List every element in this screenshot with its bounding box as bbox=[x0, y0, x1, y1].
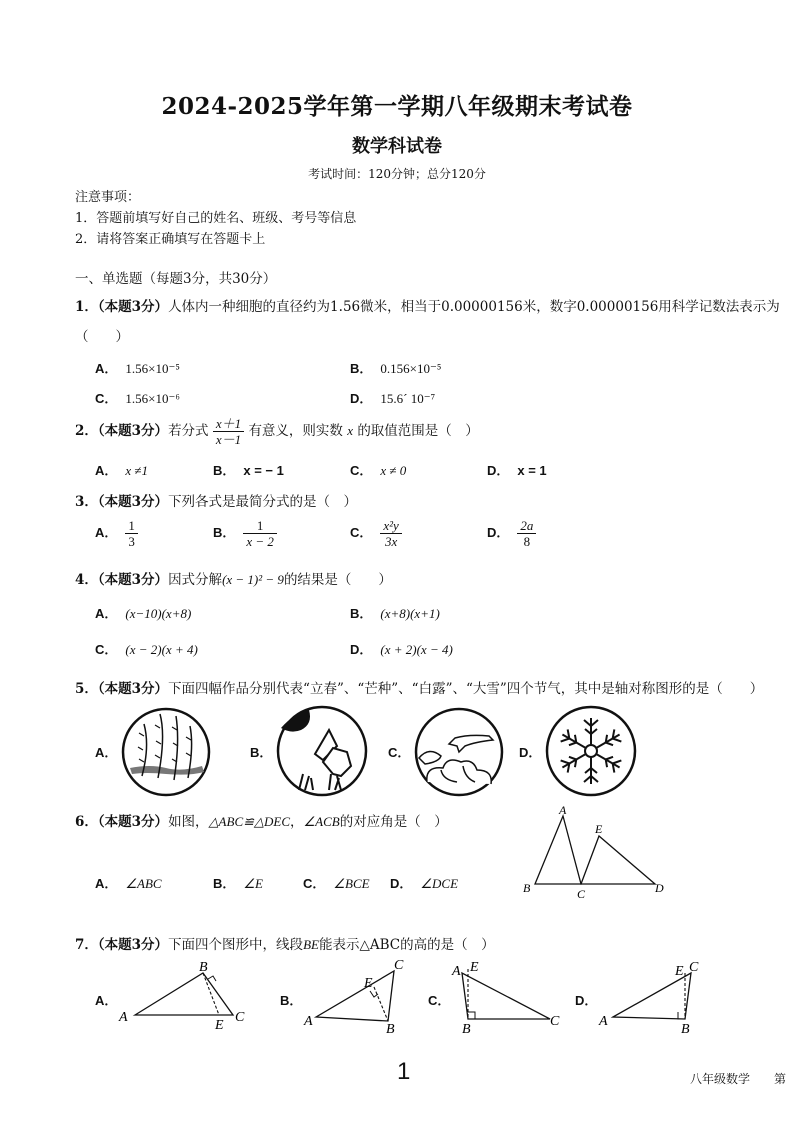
option-label: B． bbox=[350, 606, 373, 621]
point-label: A bbox=[559, 803, 567, 817]
option-b bbox=[350, 603, 440, 622]
segment: BE bbox=[303, 937, 319, 952]
section-heading: 一、单选题（每题3分，共30分） bbox=[75, 271, 277, 287]
question-number: 3． bbox=[75, 494, 98, 510]
question-2 bbox=[75, 416, 479, 447]
option-label: C． bbox=[350, 463, 373, 478]
question-number: 6． bbox=[75, 814, 98, 830]
option-a bbox=[95, 518, 138, 549]
option-label: D． bbox=[487, 463, 510, 478]
exam-info: 考试时间：120分钟；总分120分 bbox=[308, 167, 486, 181]
point-label: A bbox=[452, 964, 461, 979]
option-label: A． bbox=[95, 745, 118, 760]
point-label: A bbox=[599, 1014, 608, 1029]
option-label: C． bbox=[388, 745, 411, 760]
option-a bbox=[95, 358, 180, 377]
option-label: A． bbox=[95, 993, 118, 1008]
option-label: D． bbox=[487, 525, 510, 540]
option-text: ∠E bbox=[243, 876, 263, 891]
congruence: △ABC≌△DEC bbox=[208, 814, 291, 829]
option-text: ∠BCE bbox=[333, 876, 370, 891]
altitude-figure-c bbox=[450, 955, 570, 1035]
solar-term-figure-d bbox=[544, 704, 638, 798]
option-text: (x−10)(x+8) bbox=[125, 606, 192, 621]
option-label: B． bbox=[213, 525, 236, 540]
question-number: 1． bbox=[75, 299, 98, 315]
question-6 bbox=[75, 810, 448, 830]
solar-term-figure-b bbox=[275, 704, 369, 798]
point-label: D bbox=[655, 881, 664, 895]
question-5 bbox=[75, 677, 763, 697]
option-text: 0.156×10⁻⁵ bbox=[380, 361, 442, 376]
option-a bbox=[95, 873, 162, 892]
point-label: B bbox=[386, 1022, 395, 1035]
point-label: B bbox=[199, 960, 208, 975]
option-a bbox=[95, 460, 148, 479]
option-label: B． bbox=[213, 463, 236, 478]
point-label: C bbox=[550, 1014, 560, 1029]
fraction-numerator: 2a bbox=[517, 518, 536, 534]
point-label: C bbox=[235, 1010, 245, 1025]
option-label: C． bbox=[350, 525, 373, 540]
option-label: C． bbox=[95, 391, 118, 406]
variable: x bbox=[347, 423, 354, 438]
fraction-numerator: 1 bbox=[125, 518, 138, 534]
note-item: 2．请将答案正确填写在答题卡上 bbox=[75, 232, 266, 247]
question-tag: （本题3分） bbox=[97, 299, 169, 315]
point-label: B bbox=[681, 1022, 690, 1035]
point-label: B bbox=[523, 881, 531, 895]
exam-title: 2024-2025学年第一学期八年级期末考试卷 bbox=[161, 93, 633, 120]
question-blank: （ ） bbox=[75, 329, 129, 345]
fraction-denominator: 8 bbox=[523, 534, 531, 549]
point-label: C bbox=[689, 960, 699, 975]
fraction-denominator: x－1 bbox=[215, 432, 242, 447]
option-text: 15.6´ 10⁻⁷ bbox=[380, 391, 436, 406]
option-text: ∠ABC bbox=[125, 876, 162, 891]
point-label: E bbox=[215, 1018, 224, 1030]
solar-term-figure-a bbox=[120, 706, 212, 798]
point-label: E bbox=[470, 960, 479, 975]
fraction-denominator: 3x bbox=[384, 534, 398, 549]
option-text: x ≠ 0 bbox=[380, 463, 407, 478]
question-number: 5． bbox=[75, 681, 98, 697]
point-label: E bbox=[364, 976, 373, 991]
question-stem: 人体内一种细胞的直径约为1.56微米，相当于0.00000156米，数字0.00000156用科学记数法表示为 bbox=[168, 299, 780, 315]
point-label: A bbox=[119, 1010, 128, 1025]
option-d bbox=[487, 460, 547, 479]
option-label: C． bbox=[428, 993, 451, 1008]
altitude-figure-b bbox=[300, 955, 420, 1035]
option-text: x = − 1 bbox=[243, 463, 284, 478]
option-a bbox=[95, 603, 191, 622]
page-number: 1 bbox=[397, 1058, 411, 1085]
question-stem: 下列各式是最简分式的是（ ） bbox=[168, 494, 358, 510]
exam-subtitle: 数学科试卷 bbox=[352, 136, 442, 157]
question-stem: 如图， bbox=[168, 814, 209, 830]
option-text: 1.56×10⁻⁶ bbox=[125, 391, 180, 406]
question-1 bbox=[75, 295, 780, 315]
question-number: 7． bbox=[75, 937, 98, 953]
option-label: A． bbox=[95, 361, 118, 376]
option-d bbox=[390, 873, 458, 892]
option-label: D． bbox=[350, 642, 373, 657]
note-item: 1．答题前填写好自己的姓名、班级、考号等信息 bbox=[75, 211, 357, 226]
option-b bbox=[213, 873, 263, 892]
altitude-figure-d bbox=[595, 955, 715, 1035]
option-label: D． bbox=[575, 993, 598, 1008]
point-label: E bbox=[675, 964, 684, 979]
question-7 bbox=[75, 933, 495, 953]
question-stem: 若分式 bbox=[168, 423, 209, 439]
question-stem: 下面四个图形中，线段 bbox=[168, 937, 304, 953]
question-stem: 的结果是（ ） bbox=[283, 572, 392, 588]
question-tag: （本题3分） bbox=[97, 814, 169, 830]
question-stem: 下面四幅作品分别代表“立春”、“芒种”、“白露”、“大雪”四个节气，其中是轴对称图形的是（ ） bbox=[168, 681, 764, 697]
option-label: A． bbox=[95, 876, 118, 891]
option-label: D． bbox=[519, 745, 542, 760]
option-label: B． bbox=[213, 876, 236, 891]
altitude-figure-a bbox=[115, 955, 255, 1030]
point-label: C bbox=[577, 887, 586, 900]
option-text: x ≠1 bbox=[125, 463, 149, 478]
point-label: A bbox=[304, 1014, 313, 1029]
option-text: (x − 2)(x + 4) bbox=[125, 642, 198, 657]
option-text: (x + 2)(x − 4) bbox=[380, 642, 453, 657]
option-label: A． bbox=[95, 525, 118, 540]
question-3 bbox=[75, 490, 357, 510]
question-number: 4． bbox=[75, 572, 98, 588]
option-label: B． bbox=[250, 745, 273, 760]
fraction-numerator: x²y bbox=[380, 518, 401, 534]
option-label: B． bbox=[350, 361, 373, 376]
option-c bbox=[95, 388, 180, 407]
option-c bbox=[350, 518, 402, 549]
option-d bbox=[487, 518, 536, 549]
option-b bbox=[213, 518, 277, 549]
solar-term-figure-c bbox=[413, 706, 505, 798]
option-text: ∠DCE bbox=[420, 876, 459, 891]
notes-heading: 注意事项： bbox=[75, 190, 141, 205]
option-b bbox=[350, 358, 441, 377]
fraction-denominator: x − 2 bbox=[246, 534, 274, 549]
question-stem: 的对应角是（ ） bbox=[339, 814, 448, 830]
option-d bbox=[350, 388, 435, 407]
option-c bbox=[303, 873, 370, 892]
question-tag: （本题3分） bbox=[97, 494, 169, 510]
option-text: 1.56×10⁻⁵ bbox=[125, 361, 180, 376]
question-stem: 的取值范围是（ ） bbox=[357, 423, 479, 439]
question-tag: （本题3分） bbox=[97, 423, 169, 439]
option-label: D． bbox=[350, 391, 373, 406]
option-label: B． bbox=[280, 993, 303, 1008]
option-c bbox=[350, 460, 406, 479]
option-label: A． bbox=[95, 606, 118, 621]
option-label: C． bbox=[303, 876, 326, 891]
option-text: x = 1 bbox=[517, 463, 547, 478]
expression: (x − 1)² − 9 bbox=[222, 572, 284, 587]
fraction-denominator: 3 bbox=[128, 534, 135, 549]
point-label: E bbox=[595, 822, 603, 836]
option-label: A． bbox=[95, 463, 118, 478]
point-label: C bbox=[394, 958, 404, 973]
fraction-numerator: 1 bbox=[243, 518, 277, 534]
question-stem: 能表示△ABC的高的是（ ） bbox=[318, 937, 495, 953]
question-tag: （本题3分） bbox=[97, 681, 169, 697]
question-stem: 因式分解 bbox=[168, 572, 223, 588]
question-tag: （本题3分） bbox=[97, 937, 169, 953]
option-label: C． bbox=[95, 642, 118, 657]
angle: ∠ACB bbox=[303, 814, 340, 829]
option-d bbox=[350, 639, 453, 658]
question-number: 2． bbox=[75, 423, 98, 439]
question-tag: （本题3分） bbox=[97, 572, 169, 588]
fraction bbox=[213, 416, 244, 447]
point-label: B bbox=[462, 1022, 471, 1035]
option-b bbox=[213, 460, 284, 479]
question-stem: 有意义，则实数 bbox=[248, 423, 343, 439]
option-label: D． bbox=[390, 876, 413, 891]
option-text: (x+8)(x+1) bbox=[380, 606, 440, 621]
question-4 bbox=[75, 568, 392, 588]
footer-subject: 八年级数学 第 bbox=[690, 1072, 787, 1086]
fraction-numerator: x＋1 bbox=[213, 416, 244, 432]
question-stem: ， bbox=[290, 814, 304, 830]
congruent-triangles-figure bbox=[515, 800, 675, 900]
option-c bbox=[95, 639, 198, 658]
